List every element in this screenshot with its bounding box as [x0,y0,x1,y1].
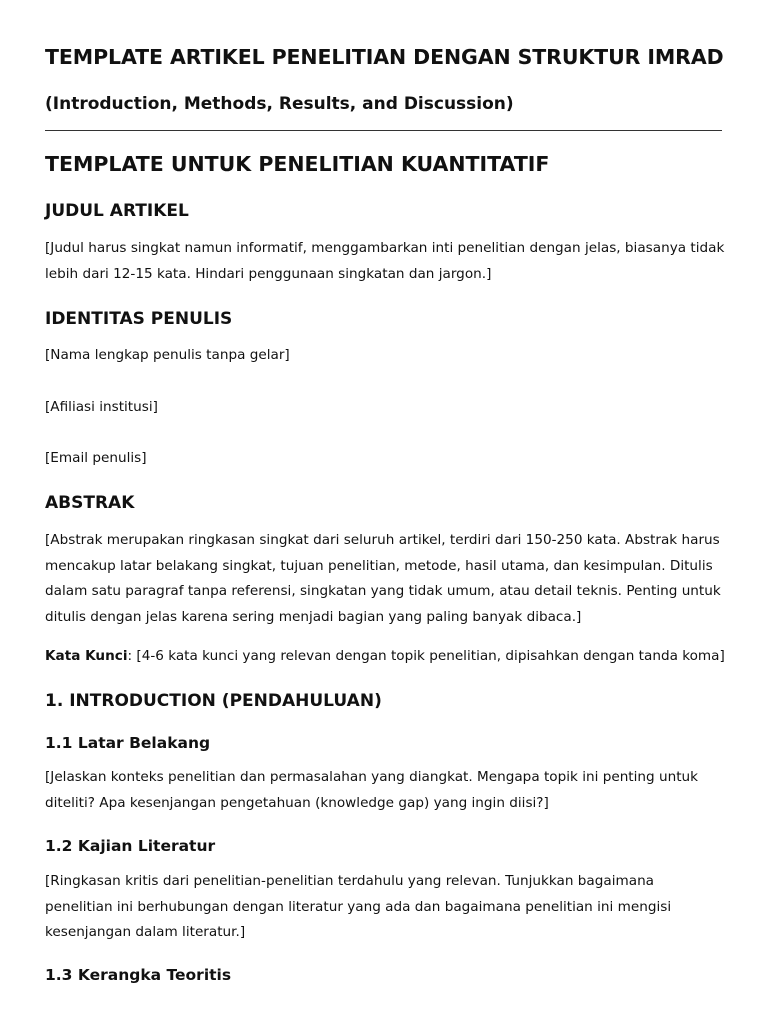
kata-kunci-text: : [4-6 kata kunci yang relevan dengan topik penelitian, dipisahkan dengan tanda koma] [127,648,725,664]
paragraph-latar-belakang: [Jelaskan konteks penelitian dan permasalahan yang diangkat. Mengapa topik ini penting untuk diteliti? Apa kesenjangan pengetahuan (knowledge gap) yang ingin diisi?] [45,769,699,811]
paragraph-kata-kunci [45,644,725,670]
heading-kajian-literatur: 1.2 Kajian Literatur [45,837,216,855]
heading-kerangka-teoritis: 1.3 Kerangka Teoritis [45,966,232,984]
document-subtitle: (Introduction, Methods, Results, and Discussion) [45,94,514,114]
paragraph-afiliasi: [Afiliasi institusi] [45,399,158,415]
horizontal-divider [45,130,722,131]
heading-judul-artikel: JUDUL ARTIKEL [45,201,189,221]
heading-abstrak: ABSTRAK [45,493,135,513]
heading-introduction: 1. INTRODUCTION (PENDAHULUAN) [45,691,382,711]
paragraph-kajian-literatur: [Ringkasan kritis dari penelitian-penelitian terdahulu yang relevan. Tunjukkan bagaimana penelitian ini berhubungan dengan literatur yang ada dan bagaimana penelitian ini mengisi kesenjangan dalam literatur.] [45,873,672,940]
kata-kunci-label: Kata Kunci [45,648,128,664]
paragraph-judul-artikel: [Judul harus singkat namun informatif, menggambarkan inti penelitian dengan jelas, biasanya tidak lebih dari 12-15 kata. Hindari penggunaan singkatan dan jargon.] [45,240,725,282]
document-title: TEMPLATE ARTIKEL PENELITIAN DENGAN STRUKTUR IMRAD [45,45,724,69]
heading-identitas-penulis: IDENTITAS PENULIS [45,309,233,329]
heading-latar-belakang: 1.1 Latar Belakang [45,734,211,752]
paragraph-nama-penulis: [Nama lengkap penulis tanpa gelar] [45,347,290,363]
paragraph-abstrak: [Abstrak merupakan ringkasan singkat dari seluruh artikel, terdiri dari 150-250 kata. Abstrak harus mencakup latar belakang singkat, tujuan penelitian, metode, hasil utama, dan kesimpulan. Ditulis dalam satu paragraf tanpa referensi, singkatan yang tidak umum, atau detail teknis. Penting untuk ditulis dengan jelas karena sering menjadi bagian yang paling banyak dibaca.] [45,532,721,625]
section-heading-kuantitatif: TEMPLATE UNTUK PENELITIAN KUANTITATIF [45,152,550,176]
paragraph-email: [Email penulis] [45,450,147,466]
